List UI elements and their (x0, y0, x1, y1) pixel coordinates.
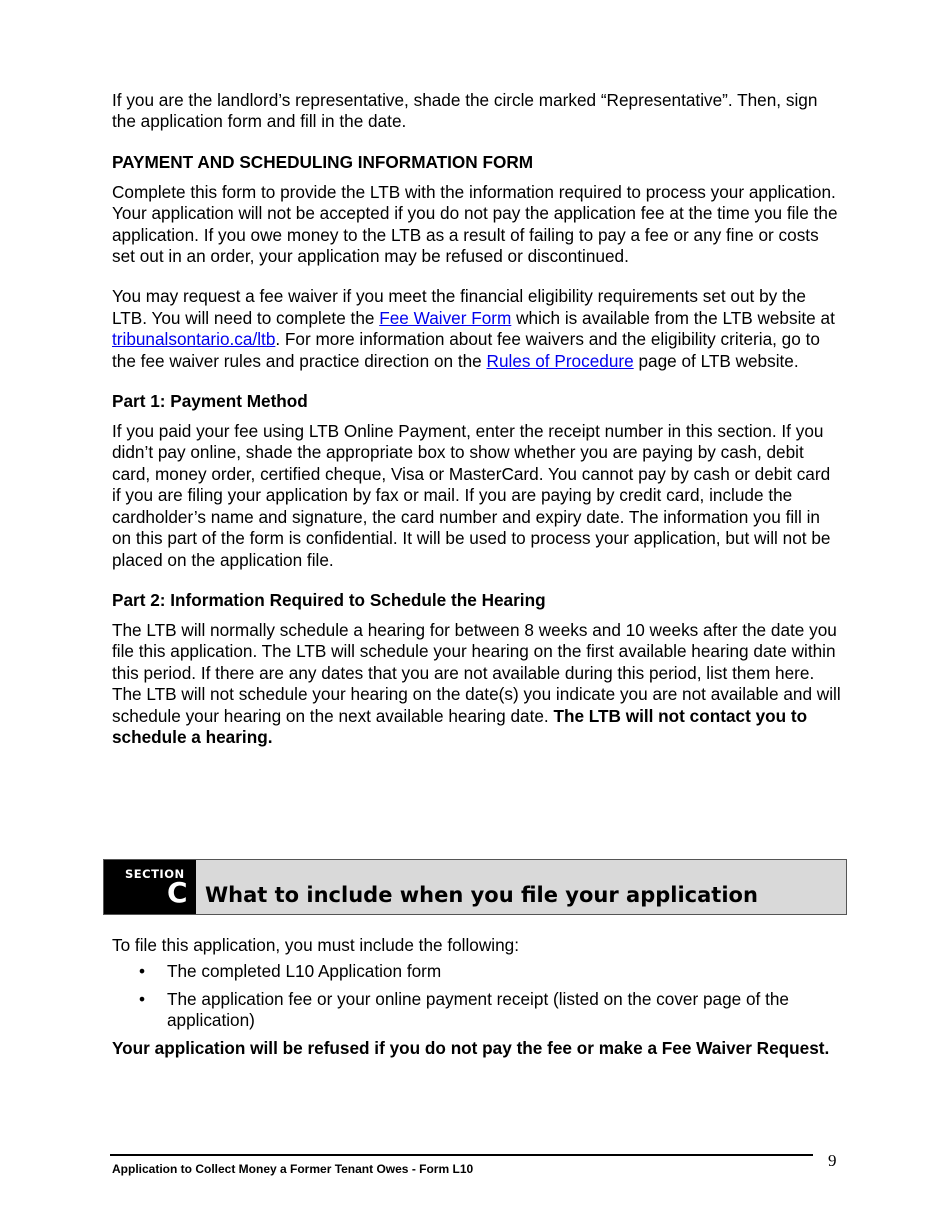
refusal-warning: Your application will be refused if you do not pay the fee or make a Fee Waiver Request. (112, 1037, 830, 1058)
part2-bold-notice: The LTB will not contact you to schedule a hearing. (112, 705, 808, 747)
fee-waiver-form-link[interactable]: Fee Waiver Form (379, 307, 512, 328)
rules-of-procedure-link[interactable]: Rules of Procedure (486, 350, 634, 371)
bullet-icon: • (139, 961, 146, 982)
representative-paragraph: If you are the landlord’s representative, shade the circle marked “Representative”. Then, sign the application form and fill in the date. (112, 90, 818, 132)
payment-form-heading: PAYMENT AND SCHEDULING INFORMATION FORM (112, 151, 534, 172)
page-body (112, 90, 842, 748)
list-item (112, 989, 842, 1032)
fee-waiver-text-2: which is available from the LTB website at (511, 307, 835, 328)
section-tag-word: SECTION (125, 867, 185, 881)
section-tag-letter: C (167, 876, 188, 909)
section-c-title: What to include when you file your application (196, 860, 846, 914)
fee-waiver-text-4: page of LTB website. (633, 350, 799, 371)
fee-waiver-paragraph (112, 286, 842, 372)
section-tag (104, 860, 196, 914)
fee-waiver-text-1: You may request a fee waiver if you meet the financial eligibility requirements set out by the LTB. You will need to complete the (112, 286, 806, 328)
ltb-website-link[interactable]: tribunalsontario.ca/ltb (112, 329, 276, 350)
footer-form-title: Application to Collect Money a Former Tenant Owes - Form L10 (112, 1162, 474, 1176)
part1-paragraph: If you paid your fee using LTB Online Payment, enter the receipt number in this section. If you didn’t pay online, shade the appropriate box to show whether you are paying by cash, debit card, money order, certified cheque, Visa or MasterCard. You cannot pay by cash or debit card if you are filing your application by fax or mail. If you are paying by credit card, include the cardholder’s name and signature, the card number and expiry date. The information you fill in on this part of the form is confidential. It will be used to process your application, but will not be placed on the application file. (112, 421, 831, 570)
list-item-text: The application fee or your online payment receipt (listed on the cover page of the application) (167, 988, 789, 1031)
part1-heading: Part 1: Payment Method (112, 391, 308, 412)
section-c-banner (103, 859, 847, 915)
fee-waiver-text-3: . For more information about fee waivers and the eligibility criteria, go to the fee waiver rules and practice direction on the (112, 329, 820, 371)
page-number: 9 (828, 1151, 837, 1170)
bullet-icon: • (139, 988, 146, 1009)
list-item (112, 961, 842, 982)
requirements-list (112, 961, 842, 1031)
section-c-body (112, 935, 842, 1059)
part2-paragraph (112, 620, 842, 748)
list-item-text: The completed L10 Application form (167, 961, 442, 982)
part2-heading: Part 2: Information Required to Schedule the Hearing (112, 589, 546, 610)
payment-form-paragraph: Complete this form to provide the LTB with the information required to process your application. Your application will not be accepted if you do not pay the application fee at the time you file the application. If you owe money to the LTB as a result of failing to pay a fee or any fine or costs set out in an order, your application may be refused or discontinued. (112, 181, 838, 267)
footer-divider (110, 1154, 813, 1156)
section-c-intro: To file this application, you must include the following: (112, 935, 519, 955)
part2-text: The LTB will normally schedule a hearing for between 8 weeks and 10 weeks after the date you file this application. The LTB will schedule your hearing on the first available hearing date within this period. If there are any dates that you are not available during this period, list them here. The LTB will not schedule your hearing on the date(s) you indicate you are not available and will schedule your hearing on the next available hearing date. (112, 619, 841, 726)
